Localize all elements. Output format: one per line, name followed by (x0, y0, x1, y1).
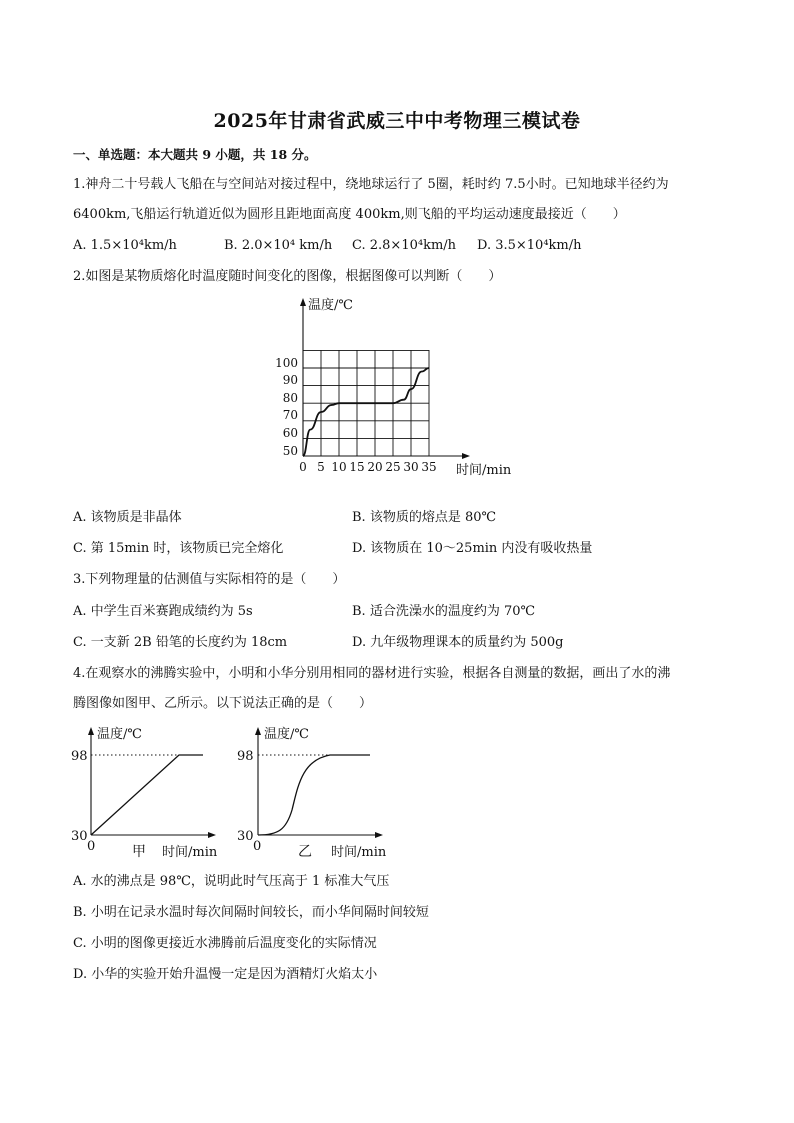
q2-y-tick: 60 (282, 426, 298, 440)
q2-x-tick: 30 (403, 460, 419, 474)
q4-yi-axes (255, 727, 383, 838)
q2-curve (303, 368, 429, 456)
q4-option-c: C. 小明的图像更接近水沸腾前后温度变化的实际情况 (73, 936, 377, 951)
q4-yi-y-label: 温度/℃ (264, 727, 309, 742)
q4-yi-y-low: 30 (237, 829, 254, 844)
q2-x-tick: 20 (367, 460, 383, 474)
q1-option-c: C. 2.8×10⁴km/h (352, 238, 457, 253)
q4-jia-origin: 0 (87, 839, 96, 854)
q4-yi-curve (258, 755, 370, 835)
q2-option-d: D. 该物质在 10～25min 内没有吸收热量 (352, 541, 593, 556)
q2-x-axis-label: 时间/min (456, 463, 512, 478)
q4-yi-y-high: 98 (237, 749, 254, 764)
q2-x-tick: 25 (385, 460, 401, 474)
q2-y-tick: 70 (282, 408, 298, 422)
q2-option-a: A. 该物质是非晶体 (73, 510, 182, 525)
q2-melting-graph (270, 294, 530, 484)
q1-option-b: B. 2.0×10⁴ km/h (224, 238, 333, 253)
q4-jia-y-low: 30 (71, 829, 88, 844)
q4-jia-x-label: 时间/min (162, 845, 218, 860)
q2-stem: 2.如图是某物质熔化时温度随时间变化的图像，根据图像可以判断（ ） (73, 269, 502, 284)
q4-jia-y-high: 98 (71, 749, 88, 764)
q4-yi-origin: 0 (253, 839, 262, 854)
q3-option-a: A. 中学生百米赛跑成绩约为 5s (73, 604, 253, 619)
q2-x-tick: 10 (331, 460, 347, 474)
q4-graph-jia (66, 722, 236, 862)
q4-option-d: D. 小华的实验开始升温慢一定是因为酒精灯火焰太小 (73, 967, 378, 982)
q2-y-tick-labels (275, 356, 298, 458)
q2-option-b: B. 该物质的熔点是 80℃ (352, 510, 497, 525)
q4-yi-x-label: 时间/min (331, 845, 387, 860)
q1-option-d: D. 3.5×10⁴km/h (477, 238, 582, 253)
section-heading: 一、单选题：本大题共 9 小题，共 18 分。 (73, 147, 317, 162)
q3-option-b: B. 适合洗澡水的温度约为 70℃ (352, 604, 536, 619)
q4-graph-yi (230, 722, 400, 862)
q2-y-axis-label: 温度/℃ (308, 298, 353, 313)
q4-stem-line1: 4.在观察水的沸腾实验中，小明和小华分别用相同的器材进行实验，根据各自测量的数据，画出了水的沸 (73, 666, 671, 681)
q1-stem-line1: 1.神舟二十号载人飞船在与空间站对接过程中，绕地球运行了 5圈，耗时约 7.5小时。已知地球半径约为 (73, 177, 669, 192)
q3-option-c: C. 一支新 2B 铅笔的长度约为 18cm (73, 635, 288, 650)
q4-yi-caption: 乙 (298, 844, 312, 860)
q2-y-tick: 90 (282, 373, 298, 387)
q4-option-b: B. 小明在记录水温时每次间隔时间较长，而小华间隔时间较短 (73, 905, 429, 920)
q3-stem: 3.下列物理量的估测值与实际相符的是（ ） (73, 572, 346, 587)
q1-option-a: A. 1.5×10⁴km/h (73, 238, 177, 253)
q2-y-tick: 80 (282, 391, 298, 405)
q2-option-c: C. 第 15min 时，该物质已完全熔化 (73, 541, 284, 556)
q4-jia-curve (91, 755, 203, 835)
q2-x-tick: 5 (317, 460, 325, 474)
q2-x-tick: 35 (421, 460, 437, 474)
q4-option-a: A. 水的沸点是 98℃，说明此时气压高于 1 标准大气压 (73, 874, 390, 889)
q1-stem-line2: 6400km,飞船运行轨道近似为圆形且距地面高度 400km,则飞船的平均运动速度最接近（ ） (73, 207, 626, 222)
page-title: 2025年甘肃省武威三中中考物理三模试卷 (213, 110, 581, 132)
q2-x-tick: 15 (349, 460, 365, 474)
q4-jia-caption: 甲 (132, 844, 146, 860)
q4-stem-line2: 腾图像如图甲、乙所示。以下说法正确的是（ ） (73, 696, 373, 711)
q2-axes (300, 298, 470, 459)
q4-jia-axes (88, 727, 216, 838)
q2-y-tick: 100 (275, 356, 298, 370)
q2-x-tick: 0 (299, 460, 307, 474)
q2-y-tick: 50 (282, 444, 298, 458)
q2-x-tick-labels (299, 460, 436, 474)
q4-jia-y-label: 温度/℃ (97, 727, 142, 742)
q3-option-d: D. 九年级物理课本的质量约为 500g (352, 635, 564, 650)
